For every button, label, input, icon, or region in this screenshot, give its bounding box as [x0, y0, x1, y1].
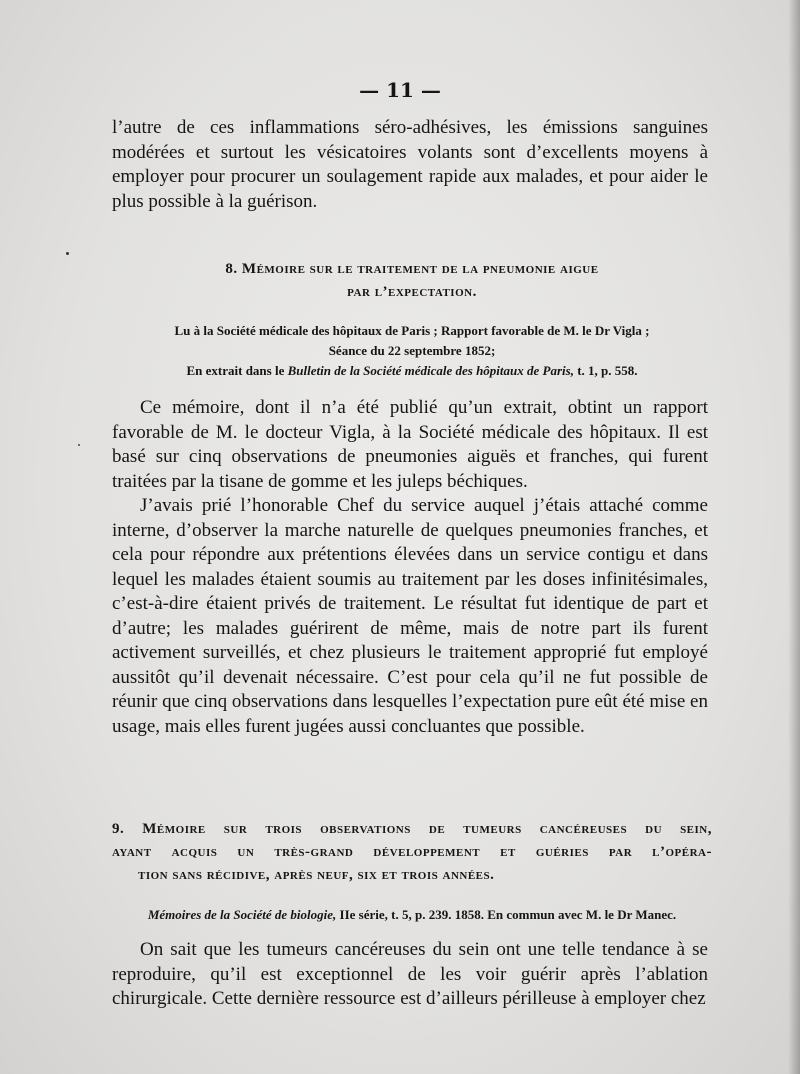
section-9-reference: [112, 905, 712, 925]
section-8-body: [112, 396, 708, 739]
reference-line: Séance du 22 septembre 1852;: [328, 343, 496, 358]
section-8-title-line-2: par l’expectation.: [347, 284, 477, 300]
reference-line: Lu à la Société médicale des hôpitaux de Paris ; Rapport favorable de M. le Dr Vigla ;: [174, 323, 650, 338]
paper-speck: [78, 444, 80, 446]
section-9-title-line-3: tion sans récidive, après neuf, six et trois années.: [138, 867, 495, 883]
paper-speck: [66, 252, 69, 255]
section-8-title-line-1: 8. Mémoire sur le traitement de la pneumonie aigue: [225, 261, 599, 277]
paragraph: l’autre de ces inflammations séro-adhésives, les émissions sanguines modérées et surtout les vésicatoires volants sont d’excellents moyens à employer pour procurer un soulagement rapide aux malades, et pour aider le plus possible à la guérison.: [112, 117, 708, 212]
journal-title: Bulletin de la Société médicale des hôpitaux de Paris,: [287, 363, 574, 378]
paragraph: On sait que les tumeurs cancéreuses du sein ont une telle tendance à se reproduire, qu’il est exceptionnel de les voir guérir après l’ablation chirurgicale. Cette dernière ressource est d’ailleurs périlleuse à employer chez: [112, 939, 708, 1009]
paragraph: J’avais prié l’honorable Chef du service auquel j’étais attaché comme interne, d’observer la marche naturelle de quelques pneumonies franches, et cela pour répondre aux prétentions élevées dans un service contigu et dans lequel les malades étaient soumis au traitement par les doses infinitésimales, c’est-à-dire étaient privés de traitement. Le résultat fut identique de part et d’autre; les malades guérirent de même, mais de notre part ils furent activement surveillés, et chez plusieurs le traitement approprié fut employé aussitôt qu’il devenait nécessaire. C’est pour cela qu’il ne fut possible de réunir que cinq observations dans lesquelles l’expectation pure eût été mise en usage, mais elles furent jugées aussi concluantes que possible.: [112, 495, 708, 737]
reference-suffix: t. 1, p. 558.: [577, 363, 638, 378]
section-8-reference: [112, 321, 712, 381]
top-paragraph-block: [112, 116, 708, 214]
section-9-title-line-2: ayant acquis un très-grand développement et guéries par l’opéra-: [112, 844, 712, 860]
page-edge-shadow: [788, 0, 800, 1074]
section-9-body: [112, 938, 708, 1012]
paragraph: Ce mémoire, dont il n’a été publié qu’un extrait, obtint un rapport favorable de M. le docteur Vigla, à la Société médicale des hôpitaux. Il est basé sur cinq observations de pneumonies aiguës et franches, qui furent traitées par la tisane de gomme et les juleps béchiques.: [112, 397, 708, 492]
journal-title: Mémoires de la Société de biologie,: [147, 907, 337, 922]
page-number: — 11 —: [359, 78, 441, 102]
reference-line: [112, 361, 712, 381]
section-9-heading: [112, 818, 712, 887]
section-8-heading: [112, 258, 712, 304]
section-9-title-line-1: 9. Mémoire sur trois observations de tumeurs cancéreuses du sein,: [112, 821, 712, 837]
reference-line: [112, 905, 712, 925]
reference-suffix: IIe série, t. 5, p. 239. 1858. En commun avec M. le Dr Manec.: [339, 907, 677, 922]
reference-prefix: En extrait dans le: [186, 363, 285, 378]
